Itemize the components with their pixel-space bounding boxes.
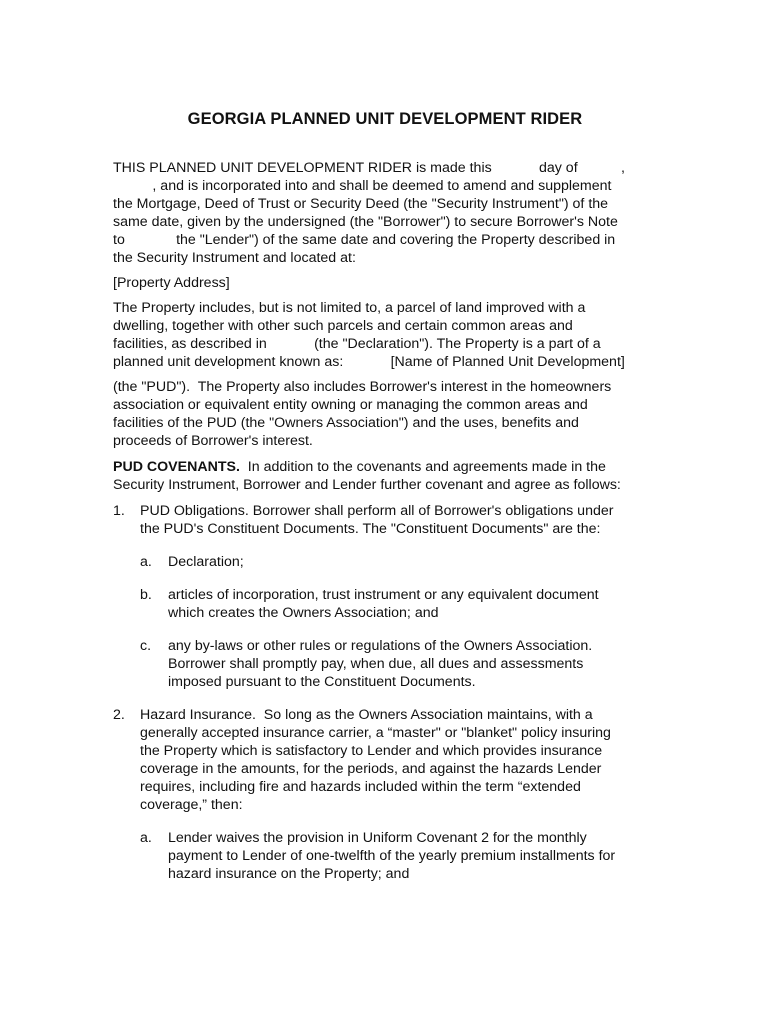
item1-line: the PUD's Constituent Documents. The "Constituent Documents" are the: <box>140 521 601 537</box>
subitem-letter: c. <box>140 638 152 654</box>
intro-line: the Security Instrument and located at: <box>113 250 356 266</box>
covenants-line: Security Instrument, Borrower and Lender further covenant and agree as follows: <box>113 477 621 493</box>
pud-line: (the "PUD"). The Property also includes Borrower's interest in the homeowners <box>113 379 612 395</box>
property-line: dwelling, together with other such parcels and certain common areas and <box>113 318 573 334</box>
property-line: planned unit development known as: [Name of Planned Unit Development] <box>113 354 625 370</box>
property-line: facilities, as described in (the "Declaration"). The Property is a part of a <box>113 336 601 352</box>
subitem-line: hazard insurance on the Property; and <box>168 866 410 882</box>
intro-line: to the "Lender") of the same date and covering the Property described in <box>113 232 616 248</box>
subitem-line: which creates the Owners Association; and <box>168 605 439 621</box>
item2-line: coverage,” then: <box>140 797 243 813</box>
document-title: GEORGIA PLANNED UNIT DEVELOPMENT RIDER <box>187 110 583 128</box>
subitem-letter: a. <box>140 554 152 570</box>
subitem-letter: b. <box>140 587 152 603</box>
subitem-line: articles of incorporation, trust instrument or any equivalent document <box>168 587 599 603</box>
pud-line: facilities of the PUD (the "Owners Association") and the uses, benefits and <box>113 415 579 431</box>
subitem-letter: a. <box>140 830 152 846</box>
subitem-line: imposed pursuant to the Constituent Documents. <box>168 674 476 690</box>
item1-line: PUD Obligations. Borrower shall perform all of Borrower's obligations under <box>140 503 614 519</box>
item2-line: generally accepted insurance carrier, a “master" or "blanket" policy insuring <box>140 725 611 741</box>
item-number: 1. <box>113 503 125 519</box>
property-line: The Property includes, but is not limited to, a parcel of land improved with a <box>113 300 586 316</box>
item2-line: coverage in the amounts, for the periods, and against the hazards Lender <box>140 761 602 777</box>
subitem-line: Declaration; <box>168 554 244 570</box>
item2-line: the Property which is satisfactory to Lender and which provides insurance <box>140 743 603 759</box>
covenants-heading: PUD COVENANTS. <box>113 459 240 475</box>
item2-line: requires, including fire and hazards included within the term “extended <box>140 779 581 795</box>
subitem-line: payment to Lender of one-twelfth of the yearly premium installments for <box>168 848 616 864</box>
subitem-line: Lender waives the provision in Uniform Covenant 2 for the monthly <box>168 830 587 846</box>
pud-line: proceeds of Borrower's interest. <box>113 433 313 449</box>
pud-line: association or equivalent entity owning or managing the common areas and <box>113 397 588 413</box>
subitem-line: any by-laws or other rules or regulations of the Owners Association. <box>168 638 593 654</box>
intro-line: THIS PLANNED UNIT DEVELOPMENT RIDER is made this day of , <box>113 160 625 176</box>
covenants-line <box>113 458 606 476</box>
intro-line: , and is incorporated into and shall be deemed to amend and supplement <box>113 178 612 194</box>
item2-line: Hazard Insurance. So long as the Owners Association maintains, with a <box>140 707 593 723</box>
property-address: [Property Address] <box>113 275 230 291</box>
covenants-text: In addition to the covenants and agreements made in the <box>239 459 606 475</box>
subitem-line: Borrower shall promptly pay, when due, all dues and assessments <box>168 656 584 672</box>
intro-line: same date, given by the undersigned (the "Borrower") to secure Borrower's Note <box>113 214 618 230</box>
item-number: 2. <box>113 707 125 723</box>
intro-line: the Mortgage, Deed of Trust or Security Deed (the "Security Instrument") of the <box>113 196 609 212</box>
